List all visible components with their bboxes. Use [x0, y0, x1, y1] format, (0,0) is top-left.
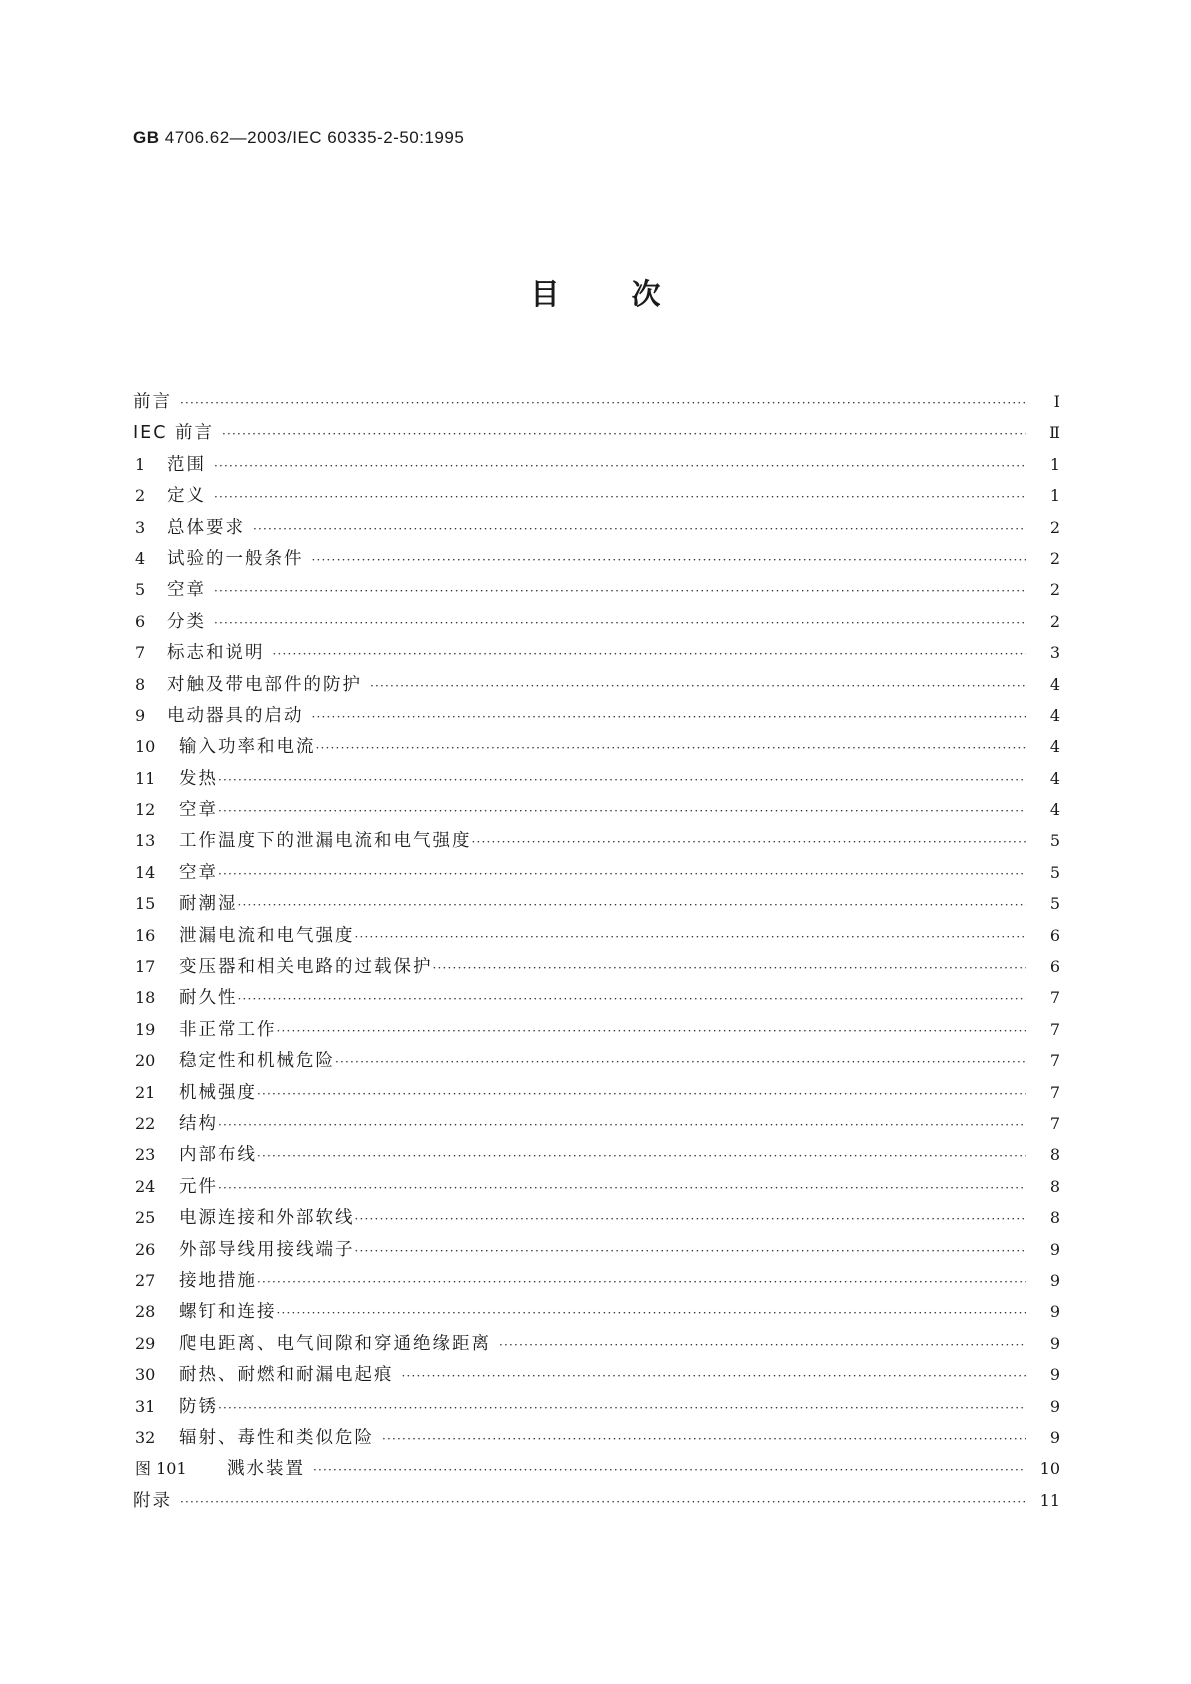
toc-dot-leader: [222, 419, 1026, 450]
toc-dot-leader: [180, 388, 1026, 419]
toc-entry-label: 工作温度下的泄漏电流和电气强度: [179, 831, 472, 852]
toc-entry-number: 8: [135, 674, 146, 694]
page-title: [0, 272, 1191, 313]
toc-entry-page: 4: [1049, 674, 1060, 694]
toc-entry-page: Ⅱ: [1049, 423, 1060, 443]
toc-entry-number: 24: [135, 1176, 156, 1196]
toc-entry-label: 前言: [133, 392, 172, 412]
toc-dot-leader: [218, 1110, 1026, 1141]
toc-entry-page: 7: [1049, 1113, 1060, 1133]
toc-entry-page: Ⅰ: [1053, 392, 1060, 411]
toc-entry[interactable]: [133, 794, 1060, 825]
toc-entry-page: 4: [1049, 737, 1060, 757]
toc-entry-number: 16: [135, 925, 156, 945]
toc-entry-page: 5: [1049, 862, 1060, 882]
toc-entry-page: 5: [1049, 894, 1060, 914]
toc-dot-leader: [214, 482, 1026, 513]
toc-entry-number: 4: [135, 548, 146, 568]
toc-entry-label: 范围: [167, 454, 206, 475]
toc-entry-page: 8: [1049, 1208, 1060, 1228]
toc-dot-leader: [402, 1361, 1027, 1392]
toc-entry-label: 辐射、毒性和类似危险: [179, 1427, 374, 1448]
toc-entry[interactable]: [133, 669, 1060, 700]
toc-entry[interactable]: [133, 574, 1060, 605]
toc-entry[interactable]: [133, 857, 1060, 888]
toc-entry-label: 耐久性: [179, 988, 238, 1009]
toc-entry-number: 28: [135, 1302, 156, 1322]
toc-entry-label: 发热: [179, 768, 218, 789]
toc-entry-page: 7: [1049, 1082, 1060, 1102]
toc-entry-label: 非正常工作: [179, 1019, 277, 1040]
toc-entry-label: 定义: [167, 486, 206, 507]
toc-dot-leader: [355, 1236, 1027, 1267]
toc-entry-number: 26: [135, 1239, 156, 1259]
toc-entry-number: 5: [135, 580, 146, 600]
toc-entry-label: 爬电距离、电气间隙和穿通绝缘距离: [179, 1333, 491, 1354]
toc-entry[interactable]: [133, 951, 1060, 982]
toc-entry[interactable]: [133, 543, 1060, 574]
toc-entry[interactable]: [133, 606, 1060, 637]
toc-entry[interactable]: [133, 1077, 1060, 1108]
toc-entry-number: 3: [135, 517, 146, 537]
toc-entry-label: 外部导线用接线端子: [179, 1239, 355, 1260]
toc-entry-label: 稳定性和机械危险: [179, 1051, 335, 1072]
toc-entry-page: 11: [1039, 1490, 1060, 1510]
toc-entry-label: 耐热、耐燃和耐漏电起痕: [179, 1365, 394, 1386]
toc-entry-page: 9: [1049, 1365, 1060, 1385]
toc-dot-leader: [218, 859, 1026, 890]
toc-dot-leader: [218, 1393, 1026, 1424]
standard-code-rest: 4706.62—2003/IEC 60335-2-50:1995: [164, 128, 465, 147]
toc-entry[interactable]: [133, 1359, 1060, 1390]
toc-dot-leader: [214, 608, 1026, 639]
toc-entry[interactable]: [133, 1139, 1060, 1170]
toc-entry-number: 13: [135, 831, 156, 851]
toc-entry-page: 9: [1049, 1333, 1060, 1353]
toc-entry-page: 9: [1049, 1239, 1060, 1259]
toc-entry-label: 溅水装置: [227, 1459, 305, 1480]
toc-entry[interactable]: [133, 449, 1060, 480]
toc-entry-number: 27: [135, 1270, 156, 1290]
toc-entry-page: 7: [1049, 1051, 1060, 1071]
toc-entry[interactable]: [133, 1453, 1060, 1484]
toc-entry-number: 19: [135, 1019, 156, 1039]
toc-entry[interactable]: [133, 1014, 1060, 1045]
toc-entry-page: 8: [1049, 1176, 1060, 1196]
toc-entry-label: 接地措施: [179, 1270, 257, 1291]
toc-entry-page: 5: [1049, 831, 1060, 851]
toc-entry-number: 2: [135, 486, 146, 506]
toc-dot-leader: [433, 953, 1027, 984]
toc-dot-leader: [312, 545, 1027, 576]
title-char-1: 目: [530, 277, 560, 311]
toc-entry-number: 15: [135, 894, 156, 914]
toc-entry-number: 22: [135, 1113, 156, 1133]
toc-dot-leader: [218, 765, 1026, 796]
toc-entry[interactable]: [133, 512, 1060, 543]
toc-entry[interactable]: [133, 1422, 1060, 1453]
toc-entry[interactable]: [133, 1296, 1060, 1327]
toc-entry-number: 7: [135, 643, 146, 663]
toc-entry[interactable]: [133, 1045, 1060, 1076]
toc-entry-page: 7: [1049, 988, 1060, 1008]
toc-entry-label: 内部布线: [179, 1145, 257, 1166]
toc-entry-label: 空章: [179, 862, 218, 883]
toc-entry-number: 1: [135, 454, 146, 474]
toc-entry-number: 10: [135, 737, 156, 757]
standard-number-header: [133, 128, 464, 148]
toc-entry[interactable]: [133, 920, 1060, 951]
toc-entry-page: 6: [1049, 925, 1060, 945]
toc-entry-label: 电动器具的启动: [167, 705, 304, 726]
toc-entry[interactable]: [133, 982, 1060, 1013]
toc-entry-number: 17: [135, 957, 156, 977]
toc-entry-number: 23: [135, 1145, 156, 1165]
toc-entry[interactable]: [133, 1485, 1060, 1516]
toc-entry-number: 20: [135, 1051, 156, 1071]
table-of-contents: [133, 386, 1060, 1516]
toc-entry-label: 对触及带电部件的防护: [167, 674, 362, 695]
toc-entry-page: 10: [1039, 1459, 1060, 1479]
toc-entry-label: 附录: [133, 1490, 172, 1511]
toc-entry[interactable]: [133, 1202, 1060, 1233]
toc-dot-leader: [257, 1141, 1026, 1172]
toc-entry-page: 2: [1049, 517, 1060, 537]
toc-dot-leader: [214, 576, 1026, 607]
toc-entry-label: 输入功率和电流: [179, 737, 316, 758]
toc-entry-label: 试验的一般条件: [167, 548, 304, 569]
toc-entry-page: 4: [1049, 705, 1060, 725]
toc-entry-page: 4: [1049, 768, 1060, 788]
toc-entry-label: 螺钉和连接: [179, 1302, 277, 1323]
toc-entry-number: 30: [135, 1365, 156, 1385]
toc-entry-number: 32: [135, 1427, 156, 1447]
toc-entry[interactable]: [133, 1391, 1060, 1422]
toc-dot-leader: [277, 1016, 1027, 1047]
toc-entry-page: 1: [1049, 454, 1060, 474]
toc-entry-label: 空章: [179, 800, 218, 821]
toc-dot-leader: [355, 1204, 1027, 1235]
toc-entry-number: 29: [135, 1333, 156, 1353]
toc-entry[interactable]: [133, 417, 1060, 448]
toc-entry-page: 7: [1049, 1019, 1060, 1039]
toc-entry-number: 18: [135, 988, 156, 1008]
toc-dot-leader: [370, 671, 1026, 702]
toc-entry-label: 电源连接和外部软线: [179, 1208, 355, 1229]
toc-entry[interactable]: [133, 386, 1060, 417]
toc-entry[interactable]: [133, 731, 1060, 762]
toc-entry-label: 变压器和相关电路的过载保护: [179, 957, 433, 978]
toc-entry-number: 14: [135, 862, 156, 882]
toc-entry-label: 标志和说明: [167, 643, 265, 664]
toc-dot-leader: [499, 1330, 1026, 1361]
toc-entry-number: 31: [135, 1396, 156, 1416]
toc-entry[interactable]: [133, 825, 1060, 856]
toc-entry-label: 空章: [167, 580, 206, 601]
toc-entry-page: 4: [1049, 800, 1060, 820]
toc-dot-leader: [238, 890, 1027, 921]
toc-dot-leader: [273, 639, 1027, 670]
toc-dot-leader: [253, 514, 1026, 545]
toc-entry-number: 6: [135, 611, 146, 631]
toc-dot-leader: [218, 796, 1026, 827]
toc-entry[interactable]: [133, 1234, 1060, 1265]
toc-dot-leader: [180, 1487, 1026, 1518]
toc-entry-number: 21: [135, 1082, 156, 1102]
toc-entry-label: 耐潮湿: [179, 894, 238, 915]
toc-entry-number: 11: [135, 768, 156, 788]
toc-entry-page: 2: [1049, 548, 1060, 568]
toc-entry-page: 1: [1049, 486, 1060, 506]
toc-entry-page: 2: [1049, 580, 1060, 600]
toc-entry-page: 8: [1049, 1145, 1060, 1165]
toc-dot-leader: [277, 1298, 1027, 1329]
toc-entry[interactable]: [133, 1108, 1060, 1139]
toc-entry[interactable]: [133, 1171, 1060, 1202]
toc-entry-label: 泄漏电流和电气强度: [179, 925, 355, 946]
toc-dot-leader: [257, 1079, 1026, 1110]
toc-dot-leader: [238, 984, 1027, 1015]
toc-entry-label: 总体要求: [167, 517, 245, 538]
toc-entry-page: 3: [1049, 643, 1060, 663]
toc-entry[interactable]: [133, 637, 1060, 668]
toc-entry[interactable]: [133, 480, 1060, 511]
toc-dot-leader: [313, 1455, 1026, 1486]
toc-dot-leader: [312, 702, 1027, 733]
toc-entry-number: 图 101: [135, 1459, 187, 1479]
toc-entry-page: 9: [1049, 1270, 1060, 1290]
toc-entry[interactable]: [133, 888, 1060, 919]
toc-entry-page: 9: [1049, 1302, 1060, 1322]
toc-dot-leader: [214, 451, 1026, 482]
toc-dot-leader: [472, 827, 1027, 858]
title-char-2: 次: [631, 277, 661, 311]
toc-entry-label: 结构: [179, 1113, 218, 1134]
toc-entry-page: 9: [1049, 1427, 1060, 1447]
toc-entry-label: 分类: [167, 611, 206, 632]
toc-entry-label: 机械强度: [179, 1082, 257, 1103]
toc-dot-leader: [335, 1047, 1026, 1078]
toc-entry-number: 9: [135, 705, 146, 725]
toc-entry[interactable]: [133, 1265, 1060, 1296]
toc-entry-number: 12: [135, 800, 156, 820]
toc-entry-number: 25: [135, 1208, 156, 1228]
toc-entry-page: 6: [1049, 957, 1060, 977]
toc-entry-label: 元件: [179, 1176, 218, 1197]
toc-entry-label: IEC 前言: [133, 423, 215, 444]
toc-entry-page: 9: [1049, 1396, 1060, 1416]
toc-entry-label: 防锈: [179, 1396, 218, 1417]
toc-dot-leader: [316, 733, 1027, 764]
toc-entry[interactable]: [133, 1328, 1060, 1359]
standard-code: GB: [133, 128, 160, 147]
toc-dot-leader: [355, 922, 1027, 953]
toc-dot-leader: [257, 1267, 1026, 1298]
toc-entry-page: 2: [1049, 611, 1060, 631]
toc-entry[interactable]: [133, 763, 1060, 794]
toc-entry[interactable]: [133, 700, 1060, 731]
toc-dot-leader: [382, 1424, 1026, 1455]
toc-dot-leader: [218, 1173, 1026, 1204]
